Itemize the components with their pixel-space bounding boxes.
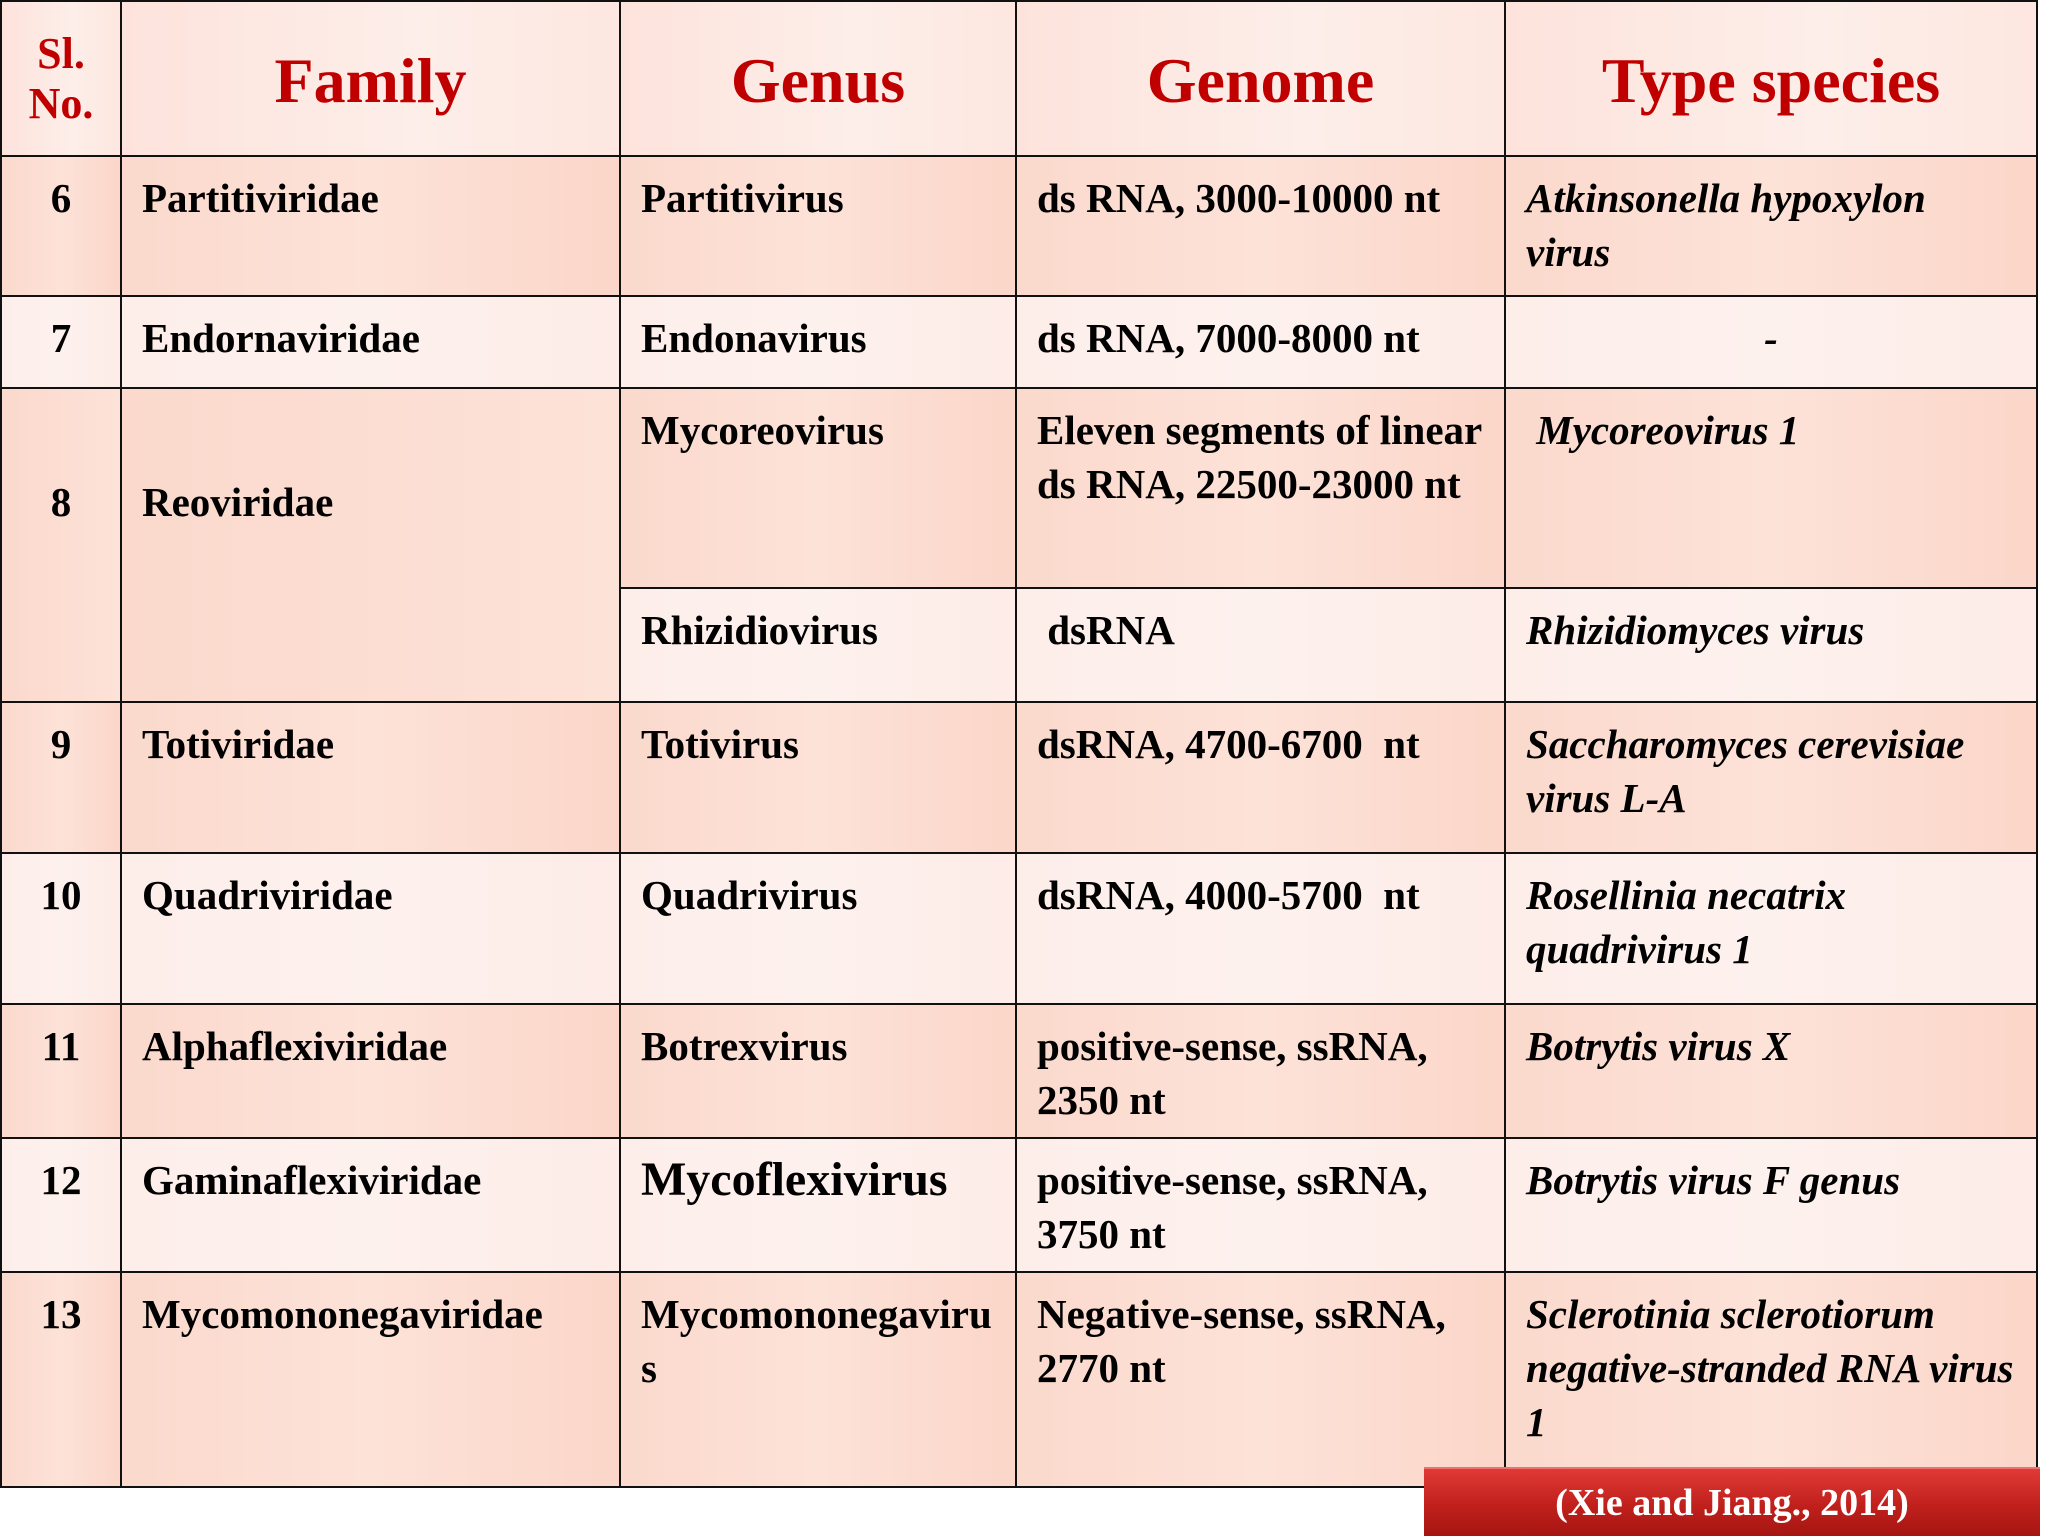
family-cell: Totiviridae bbox=[121, 702, 620, 853]
type-species-cell: Rhizidiomyces virus bbox=[1505, 588, 2037, 702]
table-row bbox=[1, 1138, 2037, 1272]
table-row bbox=[1, 388, 2037, 588]
header-type-species: Type species bbox=[1505, 1, 2037, 156]
genome-cell: ds RNA, 7000-8000 nt bbox=[1016, 296, 1505, 388]
type-species-cell: Atkinsonella hypoxylon virus bbox=[1505, 156, 2037, 296]
genus-cell: Endonavirus bbox=[620, 296, 1016, 388]
family-cell: Endornaviridae bbox=[121, 296, 620, 388]
genome-cell: ds RNA, 3000-10000 nt bbox=[1016, 156, 1505, 296]
type-species-cell: Mycoreovirus 1 bbox=[1505, 388, 2037, 588]
sl-no-cell: 11 bbox=[1, 1004, 121, 1138]
header-genome: Genome bbox=[1016, 1, 1505, 156]
genus-cell: Botrexvirus bbox=[620, 1004, 1016, 1138]
table-row bbox=[1, 296, 2037, 388]
genus-cell: Totivirus bbox=[620, 702, 1016, 853]
sl-no-cell: 10 bbox=[1, 853, 121, 1004]
header-family: Family bbox=[121, 1, 620, 156]
type-species-cell: Saccharomyces cerevisiae virus L-A bbox=[1505, 702, 2037, 853]
sl-no-cell: 13 bbox=[1, 1272, 121, 1487]
table-row bbox=[1, 702, 2037, 853]
type-species-cell: Sclerotinia sclerotiorum negative-stranded RNA virus 1 bbox=[1505, 1272, 2037, 1487]
family-cell: Mycomononegaviridae bbox=[121, 1272, 620, 1487]
genome-cell: Negative-sense, ssRNA, 2770 nt bbox=[1016, 1272, 1505, 1487]
genome-cell: positive-sense, ssRNA, 2350 nt bbox=[1016, 1004, 1505, 1138]
genome-cell: Eleven segments of linear ds RNA, 22500-23000 nt bbox=[1016, 388, 1505, 588]
table-row bbox=[1, 1004, 2037, 1138]
type-species-cell: Botrytis virus F genus bbox=[1505, 1138, 2037, 1272]
family-cell: Gaminaflexiviridae bbox=[121, 1138, 620, 1272]
family-cell: Quadriviridae bbox=[121, 853, 620, 1004]
genus-cell: Mycoflexivirus bbox=[620, 1138, 1016, 1272]
table-row bbox=[1, 1272, 2037, 1487]
genus-cell: Quadrivirus bbox=[620, 853, 1016, 1004]
genome-cell: positive-sense, ssRNA, 3750 nt bbox=[1016, 1138, 1505, 1272]
table-row bbox=[1, 156, 2037, 296]
header-row bbox=[1, 1, 2037, 156]
sl-no-cell: 12 bbox=[1, 1138, 121, 1272]
citation-banner: (Xie and Jiang., 2014) bbox=[1424, 1467, 2040, 1536]
sl-no-cell: 9 bbox=[1, 702, 121, 853]
family-cell: Partitiviridae bbox=[121, 156, 620, 296]
family-cell: Alphaflexiviridae bbox=[121, 1004, 620, 1138]
type-species-cell: - bbox=[1505, 296, 2037, 388]
type-species-cell: Rosellinia necatrix quadrivirus 1 bbox=[1505, 853, 2037, 1004]
genus-cell: Rhizidiovirus bbox=[620, 588, 1016, 702]
genus-cell: Partitivirus bbox=[620, 156, 1016, 296]
sl-no-cell: 6 bbox=[1, 156, 121, 296]
genus-cell: Mycomononegavirus bbox=[620, 1272, 1016, 1487]
header-sl-no: Sl. No. bbox=[1, 1, 121, 156]
table-row bbox=[1, 853, 2037, 1004]
sl-no-cell: 7 bbox=[1, 296, 121, 388]
genome-cell: dsRNA, 4700-6700 nt bbox=[1016, 702, 1505, 853]
type-species-cell: Botrytis virus X bbox=[1505, 1004, 2037, 1138]
genus-cell: Mycoreovirus bbox=[620, 388, 1016, 588]
family-cell: Reoviridae bbox=[121, 388, 620, 702]
genome-cell: dsRNA bbox=[1016, 588, 1505, 702]
genome-cell: dsRNA, 4000-5700 nt bbox=[1016, 853, 1505, 1004]
sl-no-cell: 8 bbox=[1, 388, 121, 702]
header-genus: Genus bbox=[620, 1, 1016, 156]
